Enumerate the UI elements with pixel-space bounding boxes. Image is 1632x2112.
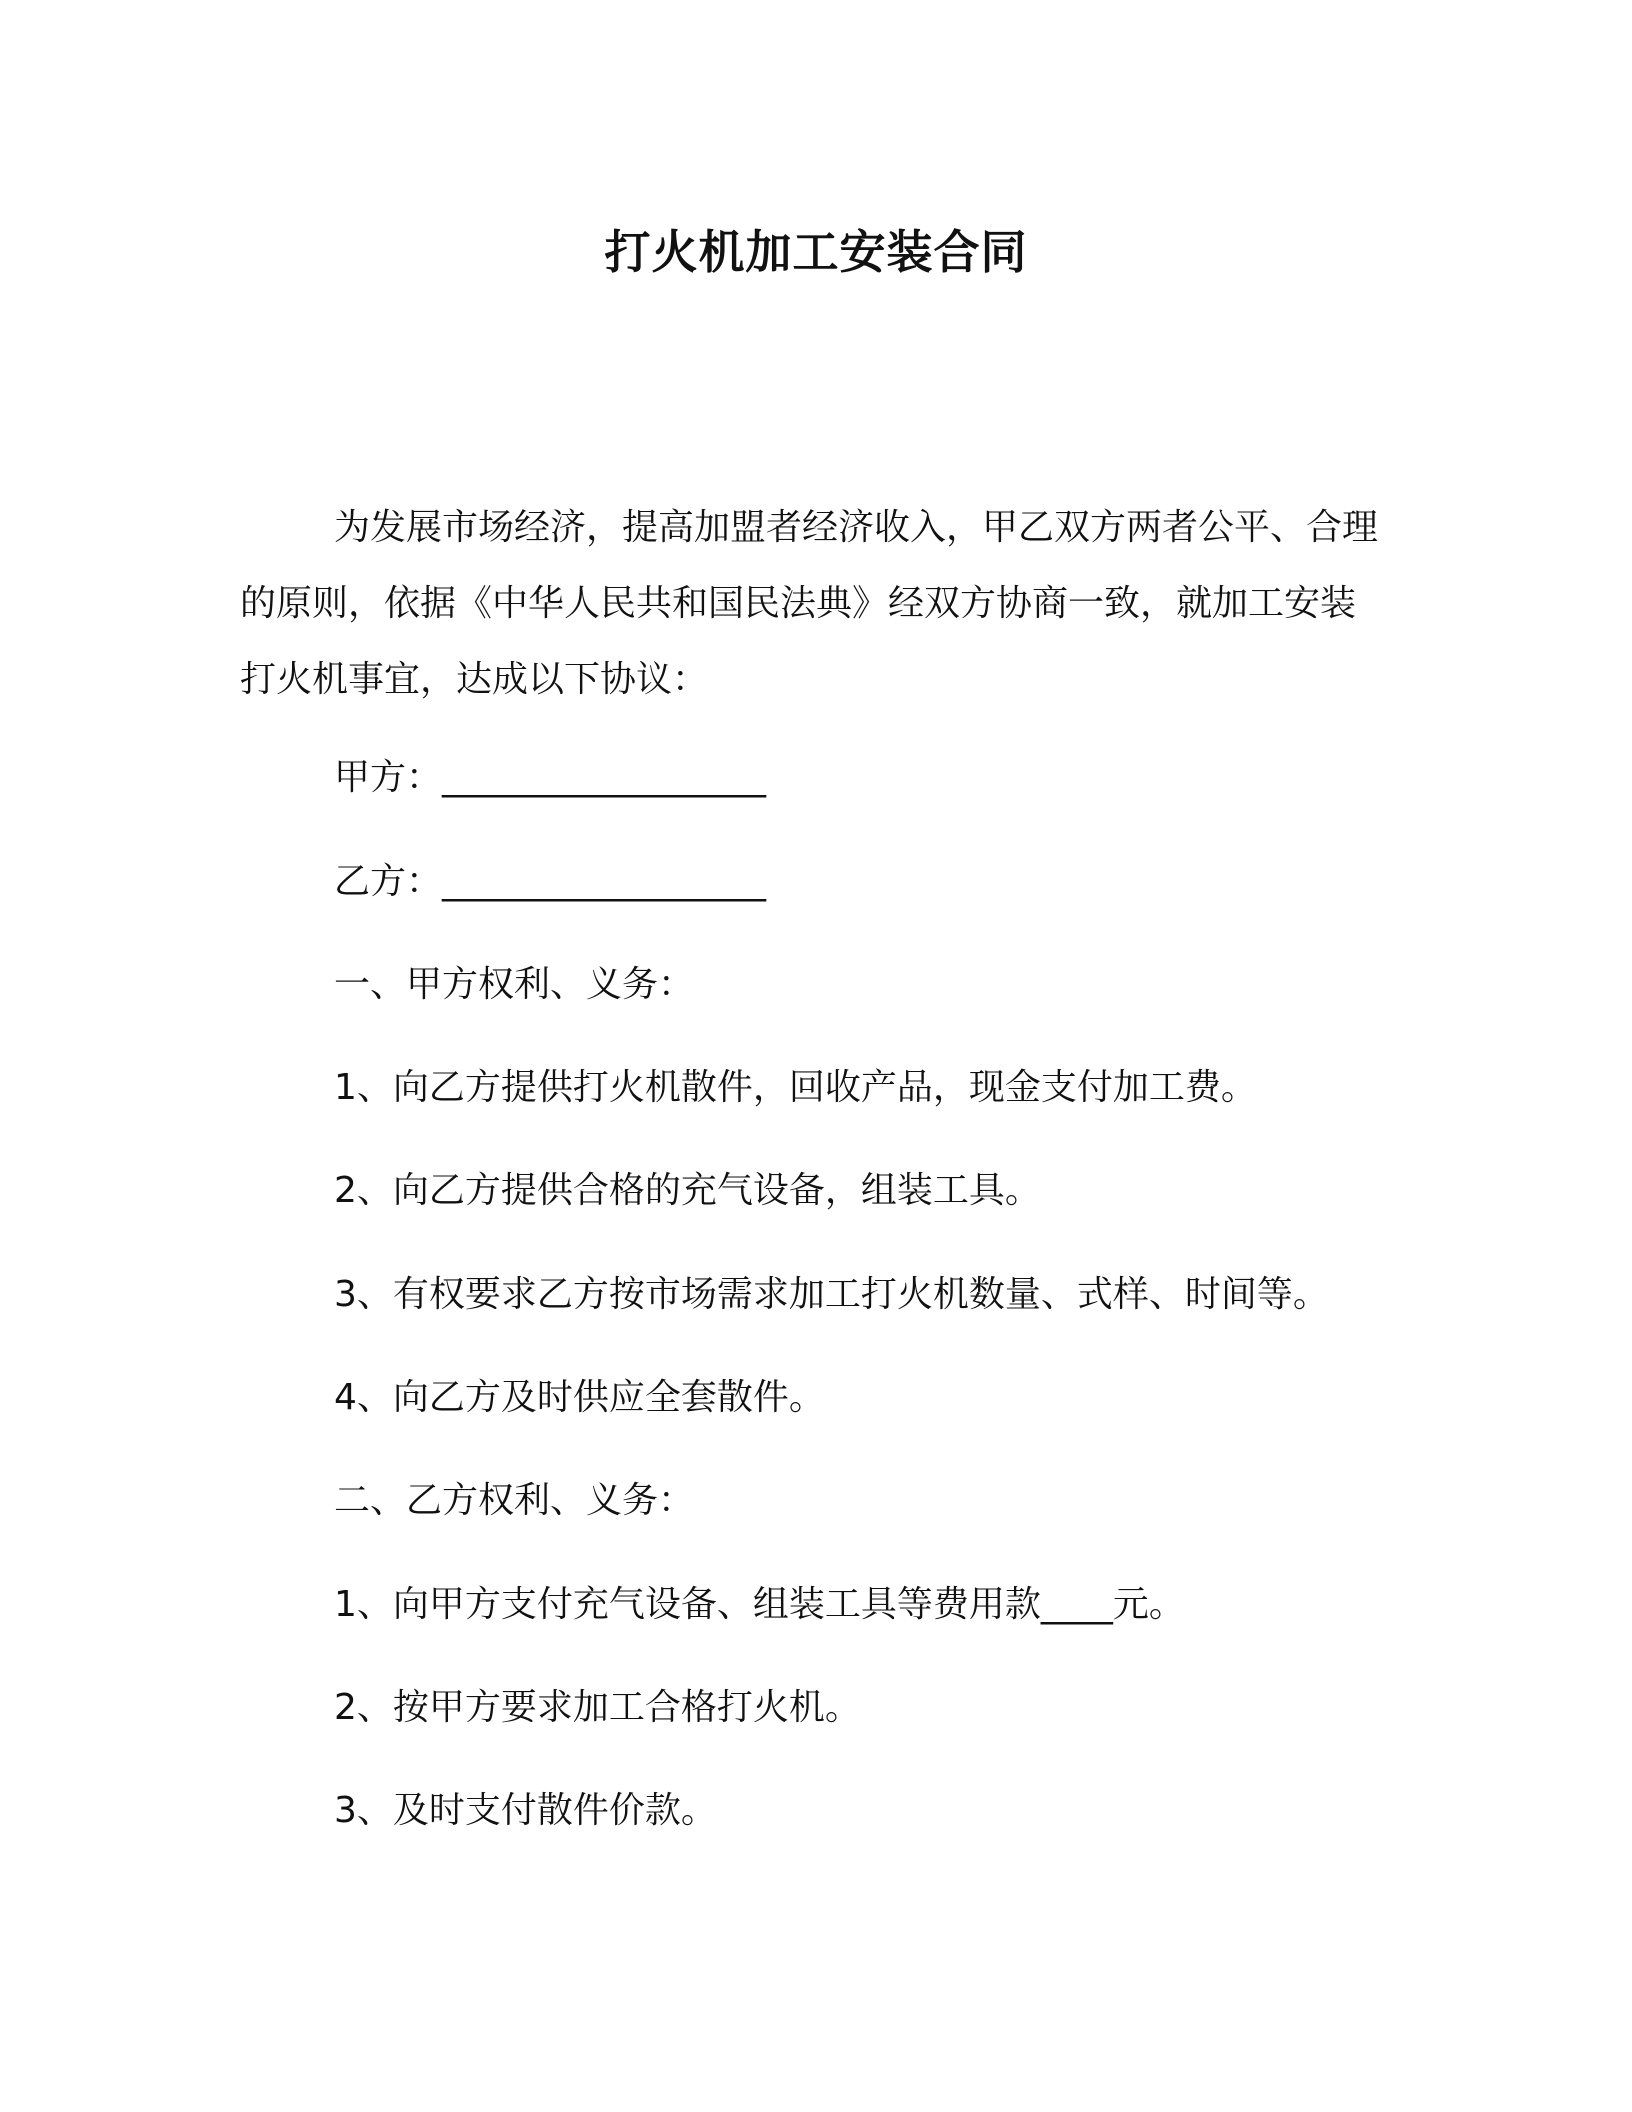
section-2-item: 2、按甲方要求加工合格打火机。 [334, 1687, 861, 1728]
section-1-item: 3、有权要求乙方按市场需求加工打火机数量、式样、时间等。 [334, 1274, 1329, 1315]
section-2-item: 1、向甲方支付充气设备、组装工具等费用款____元。 [334, 1584, 1185, 1625]
section-1-item: 2、向乙方提供合格的充气设备，组装工具。 [334, 1170, 1041, 1211]
section-1-heading: 一、甲方权利、义务： [334, 964, 695, 1005]
section-1-item: 1、向乙方提供打火机散件，回收产品，现金支付加工费。 [334, 1067, 1257, 1108]
party-b-line: 乙方：__________________ [334, 861, 767, 902]
section-2-heading: 二、乙方权利、义务： [334, 1480, 695, 1521]
document-title: 打火机加工安装合同 [604, 225, 1028, 279]
intro-paragraph: 为发展市场经济，提高加盟者经济收入，甲乙双方两者公平、合理的原则，依据《中华人民共和国民法典》经双方协商一致，就加工安装打火机事宜，达成以下协议： [240, 507, 1379, 700]
section-2-item: 3、及时支付散件价款。 [334, 1790, 717, 1831]
party-a-line: 甲方：__________________ [334, 757, 767, 798]
section-1-item: 4、向乙方及时供应全套散件。 [334, 1377, 825, 1418]
